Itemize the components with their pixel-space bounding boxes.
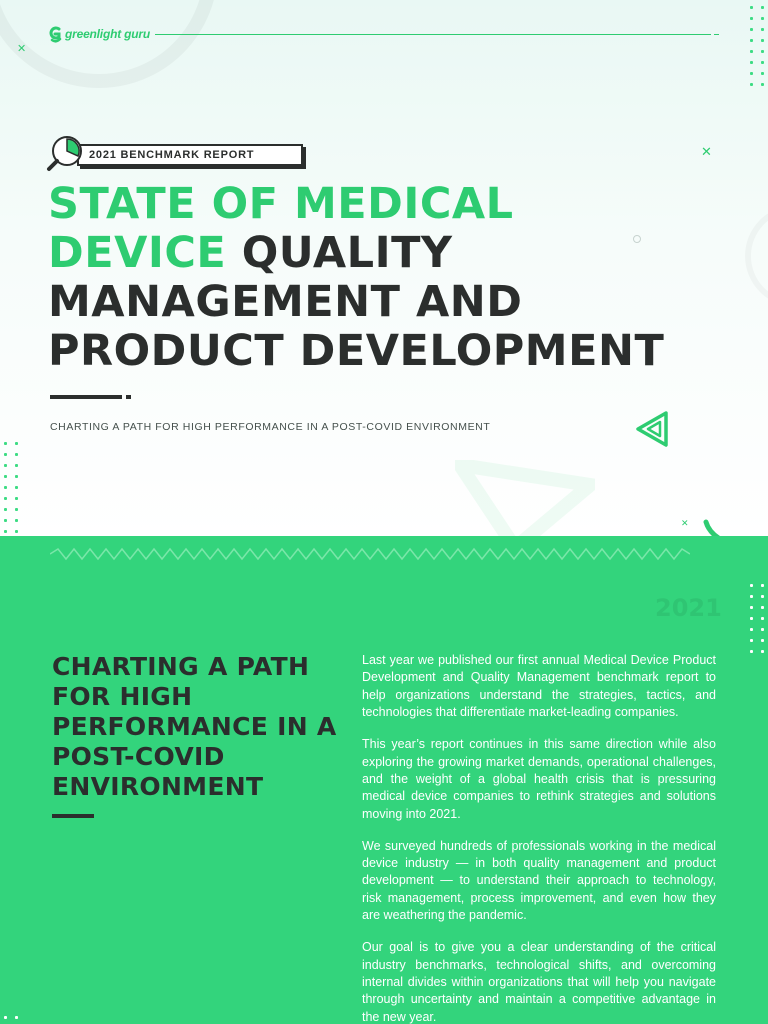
header-divider-tick [714, 34, 719, 35]
title-line3: MANAGEMENT AND [48, 277, 523, 327]
report-title [48, 180, 748, 376]
header-divider [155, 34, 711, 35]
decorative-zigzag [50, 547, 690, 561]
title-underline-dot [126, 395, 131, 399]
decorative-triangle [455, 460, 595, 536]
decorative-ring [0, 0, 218, 88]
intro-paragraph: Our goal is to give you a clear understanding of the critical industry benchmarks, technological shifts, and overcoming internal divides within organizations that will help you navigate through uncertainty and maintain a competitive advantage in the new year. [362, 940, 716, 1024]
brand-logo[interactable] [48, 25, 150, 43]
x-mark-icon: ✕ [701, 145, 712, 160]
decorative-dot-grid [750, 584, 764, 653]
badge-frame [77, 144, 303, 166]
watermark-year: 2021 [655, 594, 722, 622]
badge-label: 2021 BENCHMARK REPORT [89, 149, 255, 161]
title-line2-rest: QUALITY [226, 228, 453, 278]
title-line4: PRODUCT DEVELOPMENT [48, 326, 665, 376]
magnifier-chart-icon [45, 134, 83, 172]
intro-section [0, 536, 768, 1024]
intro-paragraph: This year’s report continues in this same direction while also exploring the growing market demands, operational challenges, and the weight of a global health crisis that is pressuring medical device companies to rethink strategies and solutions moving into 2021. [362, 737, 716, 821]
report-subtitle: CHARTING A PATH FOR HIGH PERFORMANCE IN A POST-COVID ENVIRONMENT [50, 421, 491, 433]
decorative-dot-grid [750, 6, 764, 86]
section-heading: CHARTING A PATH FOR HIGH PERFORMANCE IN A POST-COVID ENVIRONMENT [52, 652, 337, 801]
x-mark-icon: ✕ [17, 42, 27, 55]
title-highlight-line2: DEVICE [48, 228, 227, 278]
intro-paragraph: Last year we published our first annual Medical Device Product Development and Quality Management benchmark report to help organizations understand the strategies, tactics, and technologies that differentiate market-leading companies. [362, 653, 716, 720]
title-highlight-line1: STATE OF MEDICAL [48, 179, 514, 229]
brand-name: greenlight guru [65, 27, 150, 41]
intro-body [362, 652, 716, 1024]
title-underline [50, 395, 122, 399]
intro-paragraph: We surveyed hundreds of professionals working in the medical device industry — in both quality management and product development — to understand their approach to technology, risk management, process improvement, and even how they are weathering the pandemic. [362, 838, 716, 923]
decorative-dot-grid [4, 1016, 18, 1019]
triangle-play-icon [636, 411, 668, 447]
decorative-ring [745, 205, 768, 307]
section-heading-underline [52, 814, 94, 818]
decorative-dot-grid [4, 442, 18, 536]
decorative-arc [700, 518, 740, 536]
x-mark-icon: ✕ [681, 519, 689, 529]
greenlight-logo-icon [48, 25, 62, 43]
